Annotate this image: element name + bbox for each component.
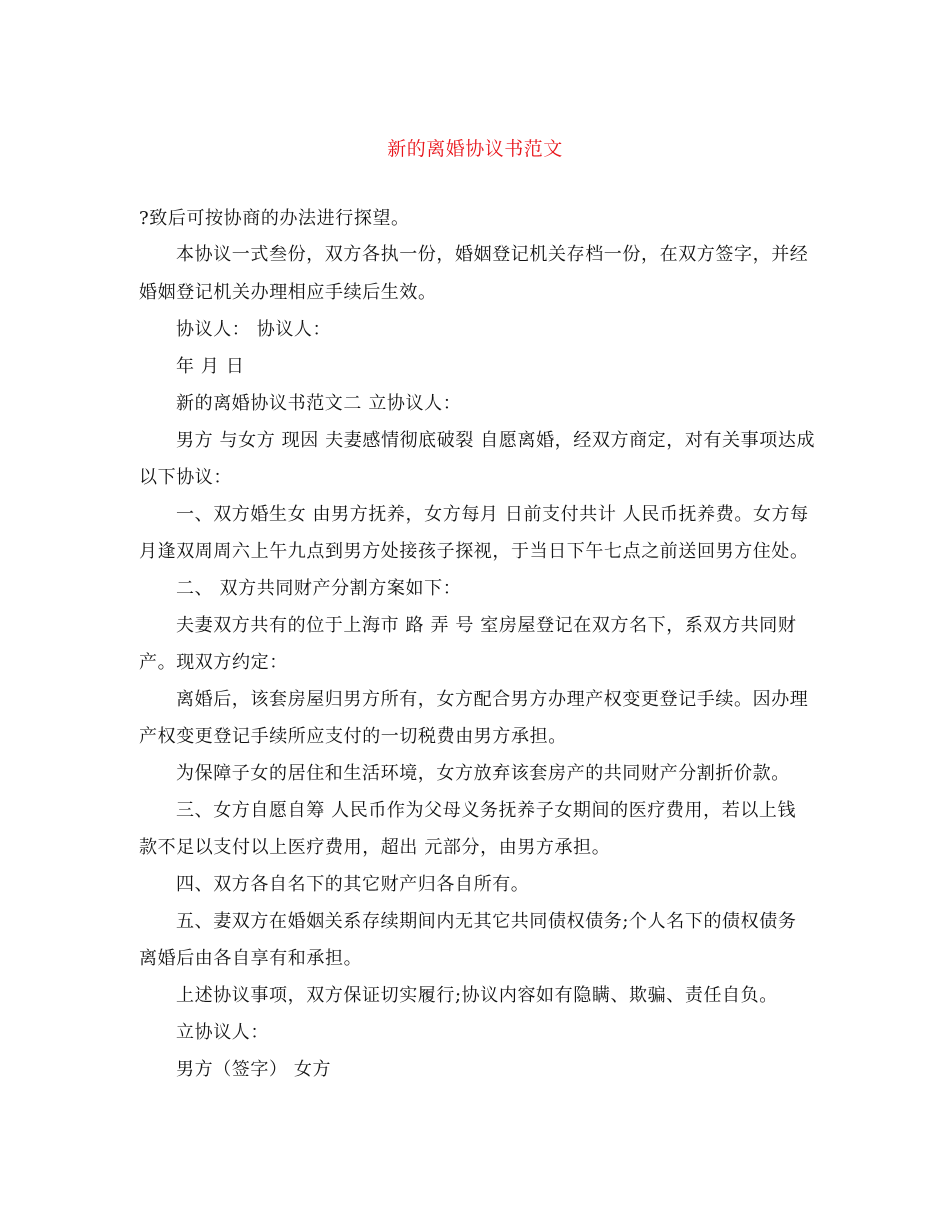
text-line-clause-1: 一、双方婚生女 由男方抚养，女方每月 日前支付共计 人民币抚养费。女方每 (176, 504, 809, 525)
text-line-clause-5: 五、妻双方在婚姻关系存续期间内无其它共同债权债务;个人名下的债权债务 (176, 911, 797, 932)
text-line-clause-3: 三、女方自愿自筹 人民币作为父母义务抚养子女期间的医疗费用，若以上钱 (176, 800, 797, 821)
text-line-agreement: 以下协议： (139, 467, 232, 488)
text-line-clause-3-cont: 款不足以支付以上医疗费用，超出 元部分，由男方承担。 (139, 837, 611, 858)
text-line-after-divorce: 离婚后，该套房屋归男方所有，女方配合男方办理产权变更登记手续。因办理 (176, 689, 809, 710)
text-line-clause-5-cont: 离婚后由各自享有和承担。 (139, 948, 363, 969)
text-line-clause-2: 二、 双方共同财产分割方案如下： (176, 578, 462, 599)
text-line-housing: 为保障子女的居住和生活环境，女方放弃该套房产的共同财产分割折价款。 (176, 763, 790, 784)
text-line-date: 年 月 日 (176, 356, 245, 377)
text-line-effective: 婚姻登记机关办理相应手续后生效。 (139, 282, 437, 303)
document-title: 新的离婚协议书范文 (387, 138, 563, 160)
text-line-copies: 本协议一式叁份，双方各执一份，婚姻登记机关存档一份，在双方签字，并经 (176, 244, 809, 265)
text-line-property-cont: 产。现双方约定： (139, 652, 288, 673)
text-line-taxes: 产权变更登记手续所应支付的一切税费由男方承担。 (139, 726, 567, 747)
text-line-signer: 立协议人： (176, 1022, 269, 1043)
text-line-property: 夫妻双方共有的位于上海市 路 弄 号 室房屋登记在双方名下，系双方共同财 (176, 615, 797, 636)
text-line-signatures: 男方（签字） 女方 (176, 1059, 332, 1080)
text-line-clause-4: 四、双方各自名下的其它财产归各自所有。 (176, 874, 530, 895)
text-line-continuation: ?致后可按协商的办法进行探望。 (139, 208, 410, 229)
text-line-clause-1-cont: 月逢双周周六上午九点到男方处接孩子探视，于当日下午七点之前送回男方住处。 (139, 541, 809, 562)
text-line-second-title: 新的离婚协议书范文二 立协议人： (176, 393, 462, 414)
text-line-parties: 男方 与女方 现因 夫妻感情彻底破裂 自愿离婚，经双方商定，对有关事项达成 (176, 430, 816, 451)
text-line-guarantee: 上述协议事项，双方保证切实履行;协议内容如有隐瞒、欺骗、责任自负。 (176, 985, 778, 1006)
text-line-signatories: 协议人： 协议人： (176, 319, 332, 340)
